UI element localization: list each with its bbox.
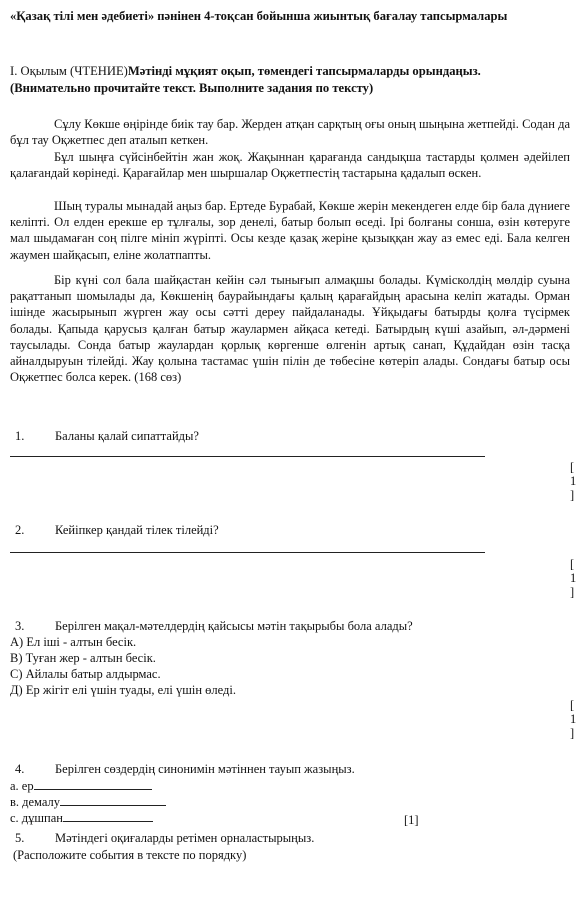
score-mark-2	[570, 557, 579, 599]
section-instruction: Мәтінді мұқият оқып, төмендегі тапсырмаларды орындаңыз.	[127, 64, 481, 78]
fill-blank[interactable]	[60, 794, 166, 806]
option-d[interactable]: Д) Ер жігіт елі үшін туады, елі үшін өледі.	[10, 683, 236, 697]
question-5	[5, 830, 525, 846]
score-digit: 1	[570, 474, 577, 488]
fill-blank[interactable]	[63, 810, 153, 822]
item-label: с. дұшпан	[10, 811, 63, 825]
item-label: а. ер	[10, 779, 34, 793]
question-number: 4.	[15, 762, 25, 776]
title-text: «Қазақ тілі мен әдебиеті» пәнінен 4-тоқсан бойынша жиынтық бағалау тапсырмалары	[10, 9, 508, 23]
question-5-ru: (Расположите события в тексте по порядку)	[13, 848, 247, 862]
question-1	[5, 428, 505, 444]
score-digit: 1	[570, 712, 577, 726]
question-number: 2.	[15, 523, 25, 537]
question-number: 5.	[15, 831, 25, 845]
question-text: Баланы қалай сипаттайды?	[55, 429, 199, 443]
question-2	[5, 522, 505, 538]
bracket-close: ]	[570, 488, 575, 502]
option-b[interactable]: В) Туған жер - алтын бесік.	[10, 651, 156, 665]
bracket-open: [	[570, 557, 575, 571]
section-prefix: І. Оқылым (ЧТЕНИЕ)	[10, 64, 128, 78]
text-paragraph-3: Шың туралы мынадай аңыз бар. Ертеде Бурабай, Көкше жерін мекендеген елде бір бала дүниеге келіпті. Ол елден ерекше ер тұлғалы, зор денелі, батыр болып өседі. Ірі болғаны сонша, өзін көтеруге мал шыдамаған соң пілге мініп жүріпті. Осы кезде қазақ жеріне қызыққан жау аз емес еді. Бала келген жаумен шайқасып, еліне жолатпапты.	[10, 199, 570, 262]
question-4	[5, 761, 525, 777]
answer-line-2[interactable]	[10, 552, 485, 553]
score-mark-4: [1]	[404, 813, 419, 827]
score-mark-1	[570, 460, 579, 502]
question-3	[5, 618, 525, 634]
bracket-open: [	[570, 698, 575, 712]
option-a[interactable]: А) Ел іші - алтын бесік.	[10, 635, 137, 649]
options-list	[10, 634, 490, 698]
fill-blank[interactable]	[34, 778, 152, 790]
score-digit: 1	[570, 571, 577, 585]
synonym-item-2	[10, 794, 450, 810]
synonym-items	[10, 778, 450, 826]
page-title	[10, 8, 570, 25]
question-number: 3.	[15, 619, 25, 633]
question-text: Берілген сөздердің синонимін мәтіннен тауып жазыңыз.	[55, 762, 355, 776]
answer-line-1[interactable]	[10, 456, 485, 457]
bracket-close: ]	[570, 726, 575, 740]
question-text: Мәтіндегі оқиғаларды ретімен орналастырыңыз.	[55, 831, 315, 845]
synonym-item-3	[10, 810, 450, 826]
bracket-open: [	[570, 460, 575, 474]
question-number: 1.	[15, 429, 25, 443]
text-paragraph-2: Бұл шыңға сүйсінбейтін жан жоқ. Жақыннан қарағанда сандықша тастарды қолмен әдейілеп қалағандай көрінеді. Қарағайлар мен шыршалар Оқжетпестің тастарына қадалып өскен.	[10, 150, 570, 181]
question-text: Берілген мақал-мәтелдердің қайсысы мәтін тақырыбы бола алады?	[55, 619, 413, 633]
question-text: Кейіпкер қандай тілек тілейді?	[55, 523, 219, 537]
section-instruction-ru: (Внимательно прочитайте текст. Выполните задания по тексту)	[10, 81, 374, 95]
item-label: в. демалу	[10, 795, 61, 809]
text-paragraph-1: Сұлу Көкше өңірінде биік тау бар. Жерден атқан сарқтың оғы оның шыңына жетпейді. Содан да бұл тау Оқжетпес деп аталып кеткен.	[10, 117, 570, 148]
score-mark-3	[570, 698, 579, 740]
synonym-item-1	[10, 778, 450, 794]
option-c[interactable]: С) Айлалы батыр алдырмас.	[10, 667, 161, 681]
section-header	[10, 63, 570, 97]
text-paragraph-4: Бір күні сол бала шайқастан кейін сәл тынығып алмақшы болады. Күмісколдің мөлдір суына рақаттанып шомылады да, Көкшенің баурайындағы қалың қарағайдың арасына келіп жатады. Орман ішінде жасырынып жүрген жау осы сәтті дереу пайдаланады. Ұйқыдағы батырды қолға түсірмек болады. Қапыда қарусыз қалған батыр жаулармен айқаса кетеді. Батырдың күші азайып, әл-дәрмені таусылады. Сонда батыр жаулардан қорлық көргенше өлгенін артық санап, Құдайдан өзін тасқа айналдыруын тілейді. Жау қолына тастамас үшін пілін де төбесіне көтеріп алады. Сондағы батыр осы Оқжетпес болса керек. (168 сөз)	[10, 273, 570, 385]
bracket-close: ]	[570, 585, 575, 599]
